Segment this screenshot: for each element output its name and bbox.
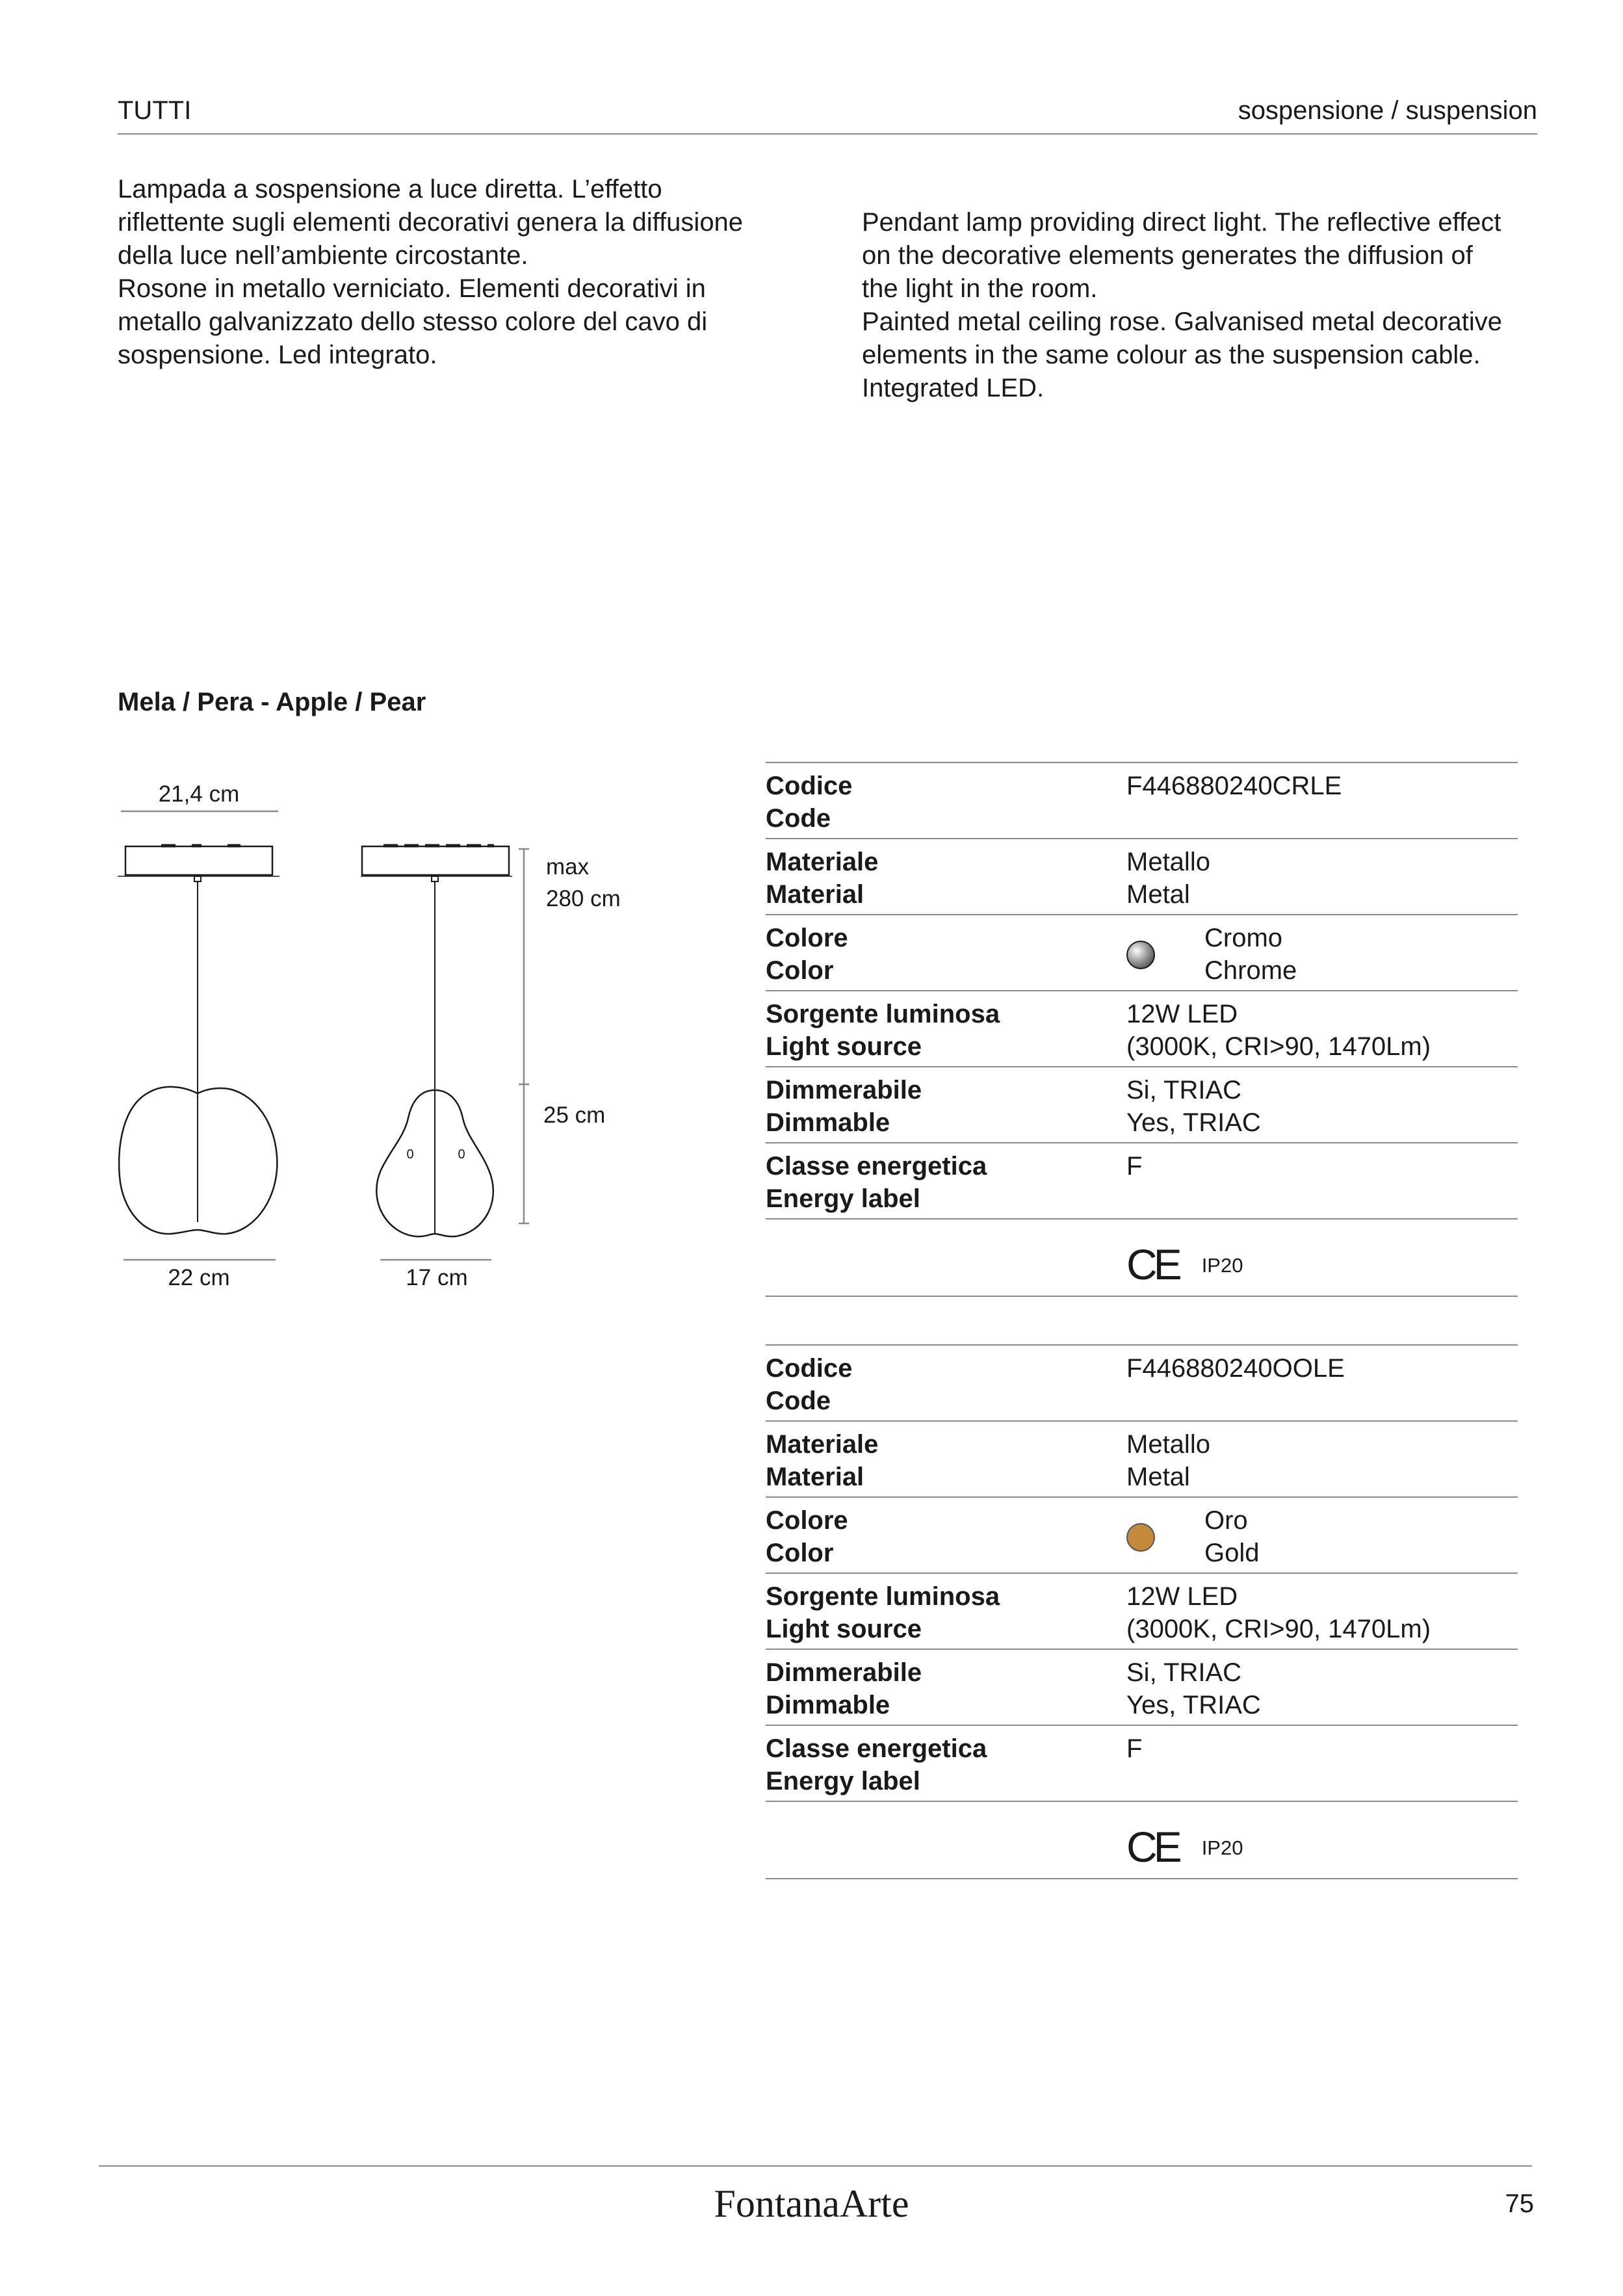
code-label: Code — [766, 1387, 831, 1415]
light-source-label: Light source — [766, 1032, 922, 1061]
energy-label: Energy label — [766, 1184, 920, 1213]
light-source-label: Sorgente luminosa — [766, 1000, 1000, 1028]
spec-row-light-source — [766, 990, 1518, 1066]
material-label: Material — [766, 1463, 864, 1491]
spec-row-color — [766, 914, 1518, 990]
description-line: the light in the room. — [862, 274, 1098, 303]
material-label: Materiale — [766, 1430, 879, 1459]
energy-value: F — [1126, 1734, 1143, 1763]
description-line: elements in the same colour as the suspension cable. — [862, 341, 1481, 369]
spec-row-light-source — [766, 1572, 1518, 1649]
description-line: Pendant lamp providing direct light. The reflective effect — [862, 208, 1501, 237]
max-length-label: 280 cm — [546, 886, 621, 911]
spec-row-color — [766, 1496, 1518, 1572]
page-number: 75 — [1505, 2189, 1534, 2218]
material-value: Metallo — [1126, 848, 1210, 876]
spec-row-code — [766, 762, 1518, 838]
energy-label: Classe energetica — [766, 1152, 987, 1181]
color-label: Colore — [766, 1506, 848, 1535]
color-swatch — [1126, 1523, 1155, 1552]
description-line: riflettente sugli elementi decorativi genera la diffusione — [118, 208, 744, 237]
pear-width-label: 17 cm — [406, 1265, 468, 1290]
ceiling-rose-pear — [362, 846, 509, 875]
spec-row-code — [766, 1344, 1518, 1420]
pear-mark: 0 — [406, 1147, 414, 1162]
spec-row-energy — [766, 1142, 1518, 1218]
description-english — [862, 206, 1551, 405]
header-divider — [118, 133, 1537, 135]
ceiling-rose-apple — [125, 846, 272, 875]
color-value: Oro — [1204, 1506, 1248, 1535]
description-line: Integrated LED. — [862, 374, 1045, 402]
pear-mark: 0 — [458, 1147, 465, 1162]
dimmable-label: Dimmable — [766, 1108, 890, 1137]
dimmable-label: Dimmable — [766, 1691, 890, 1719]
code-label: Code — [766, 804, 831, 833]
spec-table-chrome — [766, 762, 1518, 1297]
dimmable-label: Dimmerabile — [766, 1076, 922, 1104]
description-line: sospensione. Led integrato. — [118, 341, 437, 369]
product-code: F446880240CRLE — [1126, 772, 1342, 800]
product-subtitle: Mela / Pera - Apple / Pear — [118, 688, 426, 716]
material-value: Metallo — [1126, 1430, 1210, 1459]
ce-mark-icon: CE — [1126, 1240, 1178, 1288]
ip-rating: IP20 — [1201, 1254, 1243, 1277]
body-height-label: 25 cm — [543, 1102, 606, 1128]
color-label: Color — [766, 956, 834, 985]
color-label: Colore — [766, 924, 848, 952]
light-source-value: (3000K, CRI>90, 1470Lm) — [1126, 1615, 1431, 1643]
spec-row-dimmable — [766, 1649, 1518, 1725]
color-value: Gold — [1204, 1539, 1260, 1567]
spec-row-material — [766, 1420, 1518, 1496]
code-label: Codice — [766, 1354, 853, 1383]
light-source-label: Sorgente luminosa — [766, 1582, 1000, 1611]
ce-mark-icon: CE — [1126, 1823, 1178, 1871]
dimmable-label: Dimmerabile — [766, 1658, 922, 1687]
technical-drawing — [104, 767, 663, 1307]
description-line: Rosone in metallo verniciato. Elementi decorativi in — [118, 274, 706, 303]
light-source-label: Light source — [766, 1615, 922, 1643]
description-line: on the decorative elements generates the diffusion of — [862, 241, 1473, 270]
energy-label: Energy label — [766, 1767, 920, 1795]
color-value: Chrome — [1204, 956, 1297, 985]
spec-row-dimmable — [766, 1066, 1518, 1142]
color-swatch — [1126, 941, 1155, 969]
energy-value: F — [1126, 1152, 1143, 1181]
ip-rating: IP20 — [1201, 1836, 1243, 1859]
color-value: Cromo — [1204, 924, 1283, 952]
dimmable-value: Yes, TRIAC — [1126, 1691, 1261, 1719]
apple-width-label: 22 cm — [168, 1265, 230, 1290]
material-value: Metal — [1126, 880, 1190, 909]
rose-width-label: 21,4 cm — [158, 781, 240, 807]
material-label: Material — [766, 880, 864, 909]
color-label: Color — [766, 1539, 834, 1567]
description-line: Lampada a sospensione a luce diretta. L’effetto — [118, 175, 662, 203]
material-value: Metal — [1126, 1463, 1190, 1491]
description-italian — [118, 173, 781, 372]
light-source-value: 12W LED — [1126, 1000, 1238, 1028]
spec-row-certification — [766, 1218, 1518, 1297]
section-title: TUTTI — [118, 96, 192, 125]
product-code: F446880240OOLE — [1126, 1354, 1345, 1383]
category-title: sospensione / suspension — [1238, 96, 1537, 125]
description-line: Painted metal ceiling rose. Galvanised metal decorative — [862, 307, 1502, 336]
spec-table-gold — [766, 1344, 1518, 1879]
spec-row-material — [766, 838, 1518, 914]
material-label: Materiale — [766, 848, 879, 876]
description-line: della luce nell’ambiente circostante. — [118, 241, 528, 270]
code-label: Codice — [766, 772, 853, 800]
description-line: metallo galvanizzato dello stesso colore del cavo di — [118, 307, 708, 336]
dimmable-value: Si, TRIAC — [1126, 1658, 1242, 1687]
spec-row-energy — [766, 1725, 1518, 1801]
max-length-label: max — [546, 854, 590, 880]
brand-logo: FontanaArte — [714, 2182, 909, 2225]
spec-row-certification — [766, 1801, 1518, 1879]
dimmable-value: Si, TRIAC — [1126, 1076, 1242, 1104]
light-source-value: 12W LED — [1126, 1582, 1238, 1611]
light-source-value: (3000K, CRI>90, 1470Lm) — [1126, 1032, 1431, 1061]
energy-label: Classe energetica — [766, 1734, 987, 1763]
footer-divider — [99, 2165, 1532, 2167]
dimmable-value: Yes, TRIAC — [1126, 1108, 1261, 1137]
